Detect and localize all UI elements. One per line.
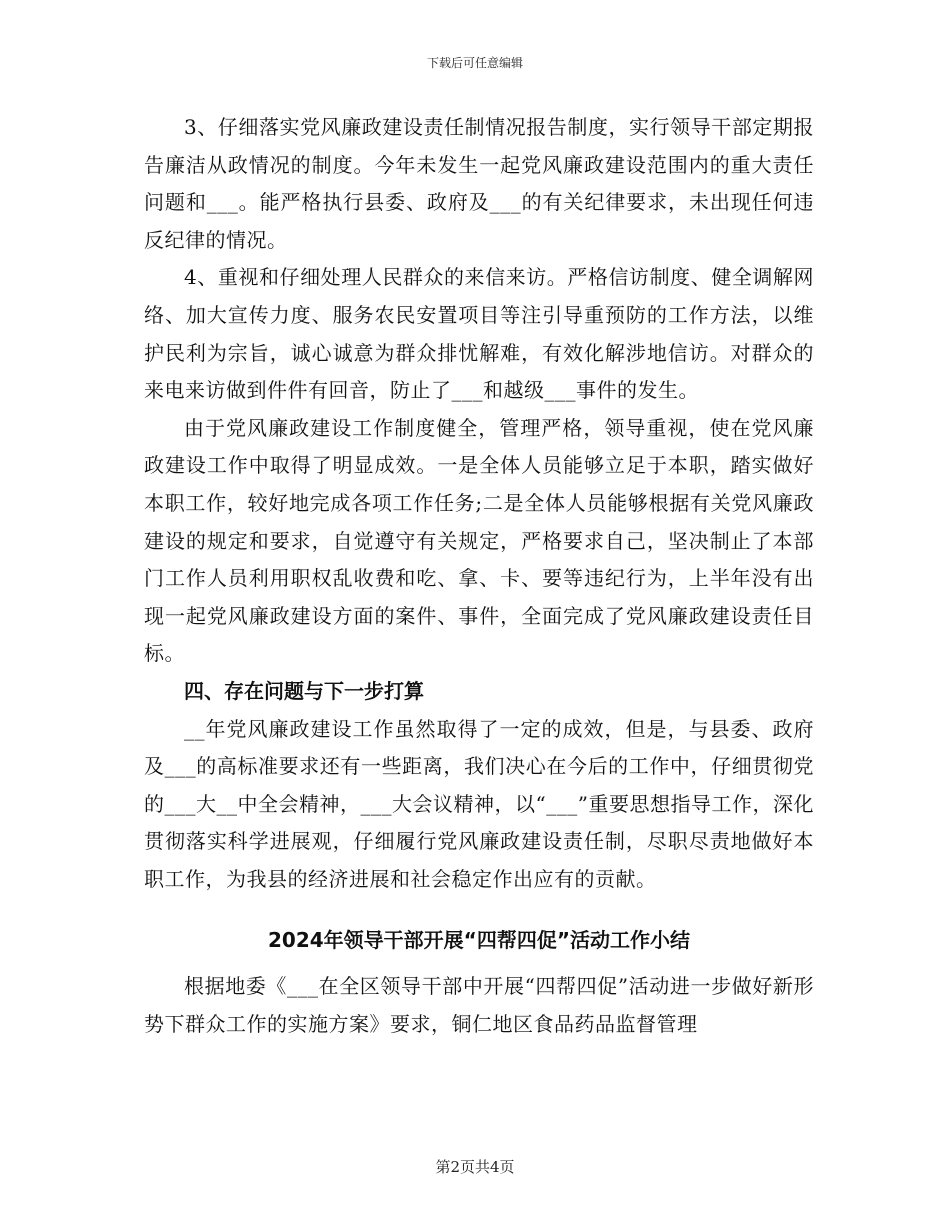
paragraph-item-3: 3、仔细落实党风廉政建设责任制情况报告制度，实行领导干部定期报告廉洁从政情况的制度。今年未发生一起党风廉政建设范围内的重大责任问题和___。能严格执行县委、政府及___的有关纪律要求，未出现任何违反纪律的情况。 <box>144 115 814 252</box>
section-heading-4: 四、存在问题与下一步打算 <box>184 678 424 703</box>
document-title: 2024年领导干部开展“四帮四促”活动工作小结 <box>268 928 690 953</box>
document-body <box>144 109 814 1043</box>
paragraph-item-4: 4、重视和仔细处理人民群众的来信来访。严格信访制度、健全调解网络、加大宣传力度、服务农民安置项目等注引导重预防的工作方法，以维护民利为宗旨，诚心诚意为群众排忧解难，有效化解涉地信访。对群众的来电来访做到件件有回音，防止了___和越级___事件的发生。 <box>144 265 814 403</box>
paragraph-intro: 根据地委《___在全区领导干部中开展“四帮四促”活动进一步做好新形势下群众工作的实施方案》要求，铜仁地区食品药品监督管理 <box>144 974 814 1036</box>
page-header: 下载后可任意编辑 <box>426 56 523 70</box>
paragraph-summary: 由于党风廉政建设工作制度健全，管理严格，领导重视，使在党风廉政建设工作中取得了明显成效。一是全体人员能够立足于本职，踏实做好本职工作，较好地完成各项工作任务;二是全体人员能够根据有关党风廉政建设的规定和要求，自觉遵守有关规定，严格要求自己，坚决制止了本部门工作人员利用职权乱收费和吃、拿、卡、要等违纪行为，上半年没有出现一起党风廉政建设方面的案件、事件，全面完成了党风廉政建设责任目标。 <box>144 415 814 666</box>
paragraph-next-steps: __年党风廉政建设工作虽然取得了一定的成效，但是，与县委、政府及___的高标准要求还有一些距离，我们决心在今后的工作中，仔细贯彻党的___大__中全会精神，___大会议精神，以“___”重要思想指导工作，深化贯彻落实科学进展观，仔细履行党风廉政建设责任制，尽职尽责地做好本职工作，为我县的经济进展和社会稳定作出应有的贡献。 <box>144 716 814 891</box>
page-footer: 第2页共4页 <box>435 1158 515 1176</box>
